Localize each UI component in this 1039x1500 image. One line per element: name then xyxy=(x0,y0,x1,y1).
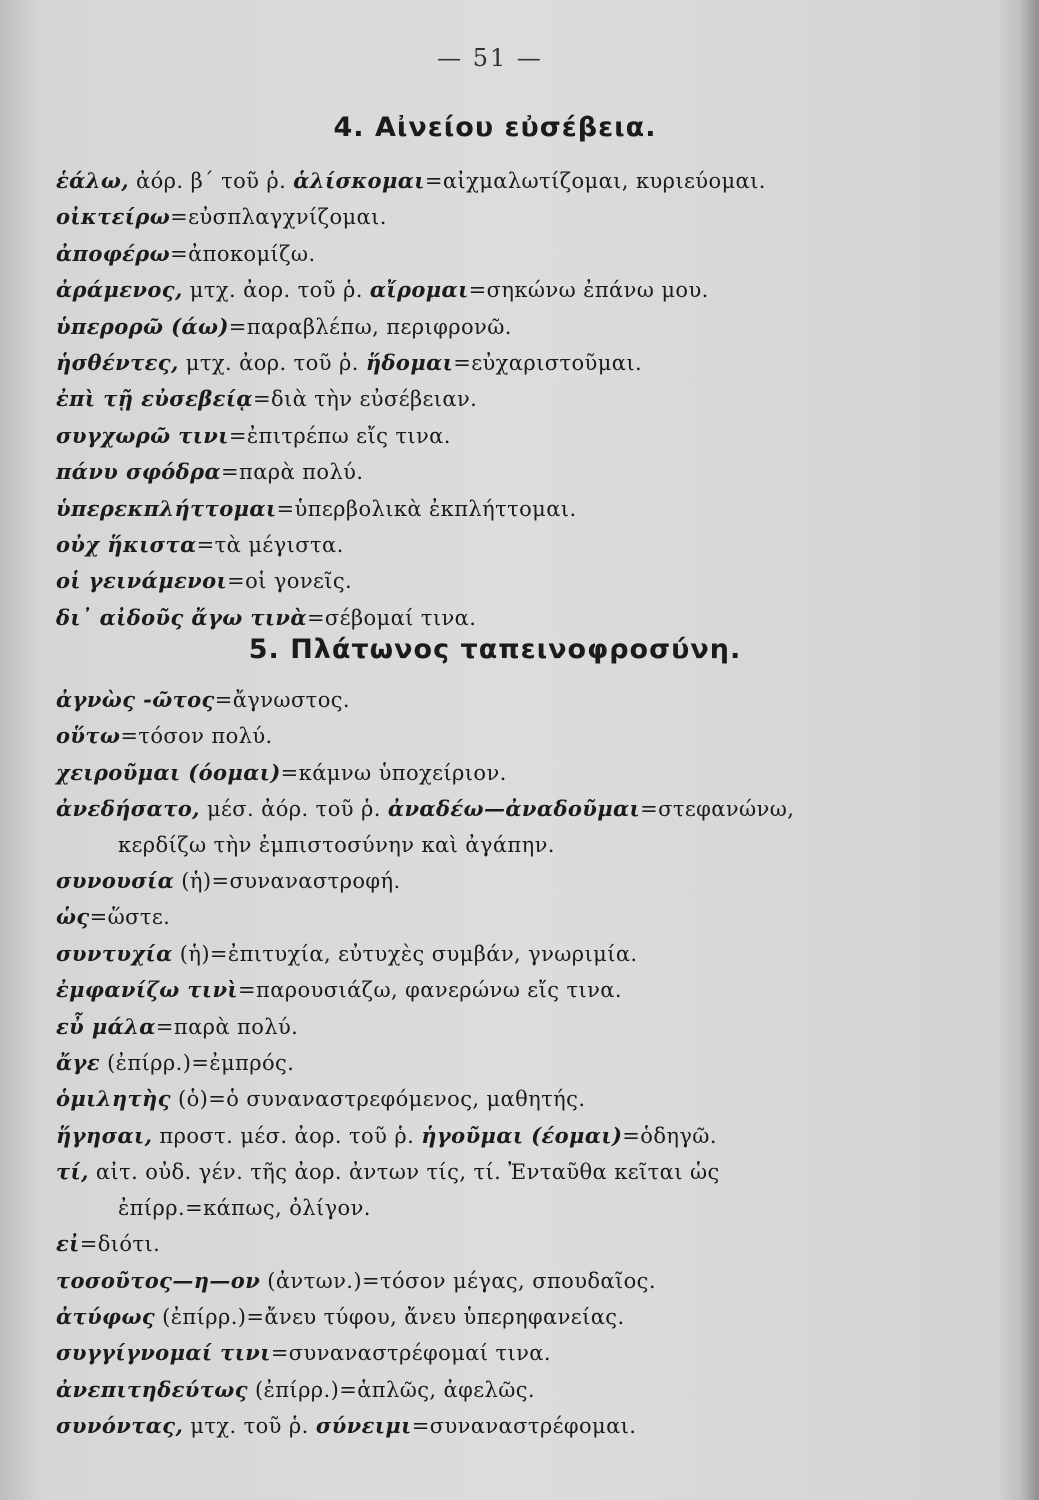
headword: οἰκτείρω xyxy=(56,204,171,230)
definition-text: (ἐπίρρ.)=ἐμπρός. xyxy=(100,1051,295,1076)
headword: εὖ μάλα xyxy=(56,1013,156,1039)
headword: συντυχία xyxy=(56,940,173,966)
section-title-5: 5. Πλάτωνος ταπεινοφροσύνη. xyxy=(248,634,742,665)
glossary-entry xyxy=(56,309,956,345)
headword: ἀποφέρω xyxy=(56,240,171,266)
headword: πάνυ σφόδρα xyxy=(56,459,222,485)
glossary-entry xyxy=(56,491,956,527)
glossary-entry xyxy=(56,682,956,718)
headword: συγχωρῶ τινι xyxy=(56,422,229,448)
definition-text: =ὥστε. xyxy=(89,905,171,930)
headword: ὁμιλητὴς xyxy=(56,1086,171,1112)
definition-text: (ἡ)=συναναστροφή. xyxy=(174,869,401,894)
definition-text: κερδίζω τὴν ἐμπιστοσύνην καὶ ἀγάπην. xyxy=(118,832,555,857)
headword: οὕτω xyxy=(56,723,121,749)
definition-text: =οἱ γονεῖς. xyxy=(227,569,353,594)
headword: ἑάλω, xyxy=(56,168,129,193)
headword: ἐπὶ τῇ εὐσεβείᾳ xyxy=(56,386,253,412)
glossary-entry xyxy=(56,899,956,935)
definition-text: =παραβλέπω, περιφρονῶ. xyxy=(228,314,512,339)
definition-text: =διὰ τὴν εὐσέβειαν. xyxy=(252,387,478,412)
glossary-entry xyxy=(56,863,956,899)
glossary-entry xyxy=(56,1335,956,1371)
glossary-entry xyxy=(56,563,956,599)
glossary-entry xyxy=(56,972,956,1008)
glossary-entry xyxy=(56,1045,956,1081)
definition-text: =αἰχμαλωτίζομαι, κυριεύομαι. xyxy=(424,169,766,193)
glossary-entry xyxy=(56,163,956,199)
headword: ἀναδέω—ἀναδοῦμαι xyxy=(387,796,641,822)
glossary-entry xyxy=(56,1263,956,1299)
glossary-entry xyxy=(56,381,956,417)
definition-text: αἰτ. οὐδ. γέν. τῆς ἀορ. ἀντων τίς, τί. Ἐνταῦθα κεῖται ὡς xyxy=(88,1160,720,1185)
section-title-4: 4. Αἰνείου εὐσέβεια. xyxy=(333,112,657,143)
definition-text: =παρὰ πολύ. xyxy=(155,1014,299,1039)
glossary-entry xyxy=(56,527,956,563)
glossary-entry xyxy=(56,454,956,490)
glossary-entry-continuation xyxy=(56,828,956,863)
glossary-entry xyxy=(56,1408,956,1444)
headword: ἀνεδήσατο, xyxy=(56,796,200,822)
definition-text: =παρουσιάζω, φανερώνω εἴς τινα. xyxy=(238,978,622,1003)
glossary-entry xyxy=(56,1081,956,1117)
headword: οὐχ ἥκιστα xyxy=(56,532,197,558)
definition-text: ἐπίρρ.=κάπως, ὀλίγον. xyxy=(118,1195,371,1220)
glossary-entry xyxy=(56,1226,956,1262)
definition-text: ἀόρ. β΄ τοῦ ῥ. xyxy=(128,169,294,193)
glossary-entry xyxy=(56,1372,956,1408)
headword: εἰ xyxy=(56,1231,80,1257)
glossary-entry xyxy=(56,718,956,754)
section-4-entries xyxy=(56,163,956,636)
definition-text: =παρὰ πολύ. xyxy=(221,460,364,485)
headword: σύνειμι xyxy=(315,1413,412,1439)
headword: συγγίγνομαί τινι xyxy=(56,1340,271,1366)
page-number: — 51 — xyxy=(437,44,543,72)
glossary-entry xyxy=(56,199,956,235)
definition-text: =συναναστρέφομαί τινα. xyxy=(270,1341,551,1366)
headword: τοσοῦτος—η—ον xyxy=(56,1267,261,1293)
glossary-entry xyxy=(56,936,956,972)
definition-text: =ὁδηγῶ. xyxy=(622,1123,717,1148)
definition-text: μέσ. ἀόρ. τοῦ ῥ. xyxy=(199,797,388,822)
definition-text: =διότι. xyxy=(79,1232,161,1257)
definition-text: (ἀντων.)=τόσον μέγας, σπουδαῖος. xyxy=(260,1268,656,1293)
definition-text: =ἀποκομίζω. xyxy=(170,241,316,266)
page-edge-shadow xyxy=(1017,0,1039,1500)
headword: ἐμφανίζω τινὶ xyxy=(56,977,238,1003)
headword: ὑπερεκπλήττομαι xyxy=(56,495,277,521)
glossary-entry xyxy=(56,272,956,308)
definition-text: μτχ. τοῦ ῥ. xyxy=(183,1414,316,1439)
definition-text: =ἐπιτρέπω εἴς τινα. xyxy=(228,423,451,448)
headword: ἡσθέντες, xyxy=(56,350,179,376)
headword: ἁλίσκομαι xyxy=(293,168,425,193)
definition-text: =τὰ μέγιστα. xyxy=(196,533,344,558)
definition-text: (ἡ)=ἐπιτυχία, εὐτυχὲς συμβάν, γνωριμία. xyxy=(172,941,638,966)
headword: ἥγησαι, xyxy=(56,1122,153,1148)
glossary-entry xyxy=(56,791,956,827)
headword: ὑπερορῶ (άω) xyxy=(56,313,229,339)
section-5-entries xyxy=(56,682,956,1445)
glossary-entry xyxy=(56,1009,956,1045)
glossary-entry xyxy=(56,755,956,791)
headword: ἥδομαι xyxy=(365,350,454,376)
headword: ἄγε xyxy=(56,1050,100,1076)
headword: ἡγοῦμαι (έομαι) xyxy=(421,1122,623,1148)
glossary-entry xyxy=(56,1154,956,1190)
headword: χειροῦμαι (όομαι) xyxy=(56,759,281,785)
headword: ἀνεπιτηδεύτως xyxy=(56,1376,248,1402)
headword: ἀράμενος, xyxy=(56,277,183,303)
definition-text: μτχ. ἀορ. τοῦ ῥ. xyxy=(182,278,370,303)
headword: αἴρομαι xyxy=(369,277,469,303)
headword: τί, xyxy=(56,1159,89,1185)
definition-text: =σηκώνω ἐπάνω μου. xyxy=(468,278,709,303)
definition-text: (ὁ)=ὁ συναναστρεφόμενος, μαθητής. xyxy=(170,1087,586,1112)
glossary-entry xyxy=(56,236,956,272)
definition-text: (ἐπίρρ.)=ἁπλῶς, ἀφελῶς. xyxy=(247,1377,535,1402)
definition-text: =τόσον πολύ. xyxy=(120,724,273,749)
glossary-entry xyxy=(56,345,956,381)
glossary-entry xyxy=(56,1299,956,1335)
glossary-entry-continuation xyxy=(56,1191,956,1226)
definition-text: =ἄγνωστος. xyxy=(214,688,350,712)
definition-text: =κάμνω ὑποχείριον. xyxy=(280,760,507,785)
definition-text: =εὐσπλαγχνίζομαι. xyxy=(170,205,387,230)
headword: δι᾿ αἰδοῦς ἄγω τινὰ xyxy=(56,604,307,630)
definition-text: προστ. μέσ. ἀορ. τοῦ ῥ. xyxy=(152,1123,422,1148)
headword: συνουσία xyxy=(56,868,175,894)
headword: οἱ γεινάμενοι xyxy=(56,568,228,594)
definition-text: =ὑπερβολικὰ ἐκπλήττομαι. xyxy=(276,496,577,521)
definition-text: =συναναστρέφομαι. xyxy=(411,1414,637,1439)
definition-text: μτχ. ἀορ. τοῦ ῥ. xyxy=(178,351,366,376)
headword: ἀτύφως xyxy=(56,1303,156,1329)
headword: ἀγνὼς -ῶτος xyxy=(56,687,215,712)
definition-text: =σέβομαί τινα. xyxy=(306,605,477,630)
glossary-entry xyxy=(56,600,956,636)
headword: ὡς xyxy=(56,904,90,930)
definition-text: =εὐχαριστοῦμαι. xyxy=(453,351,643,376)
definition-text: =στεφανώνω, xyxy=(640,797,795,822)
definition-text: (ἐπίρρ.)=ἄνευ τύφου, ἄνευ ὑπερηφανείας. xyxy=(155,1304,625,1329)
glossary-entry xyxy=(56,418,956,454)
headword: συνόντας, xyxy=(56,1413,184,1439)
glossary-entry xyxy=(56,1118,956,1154)
